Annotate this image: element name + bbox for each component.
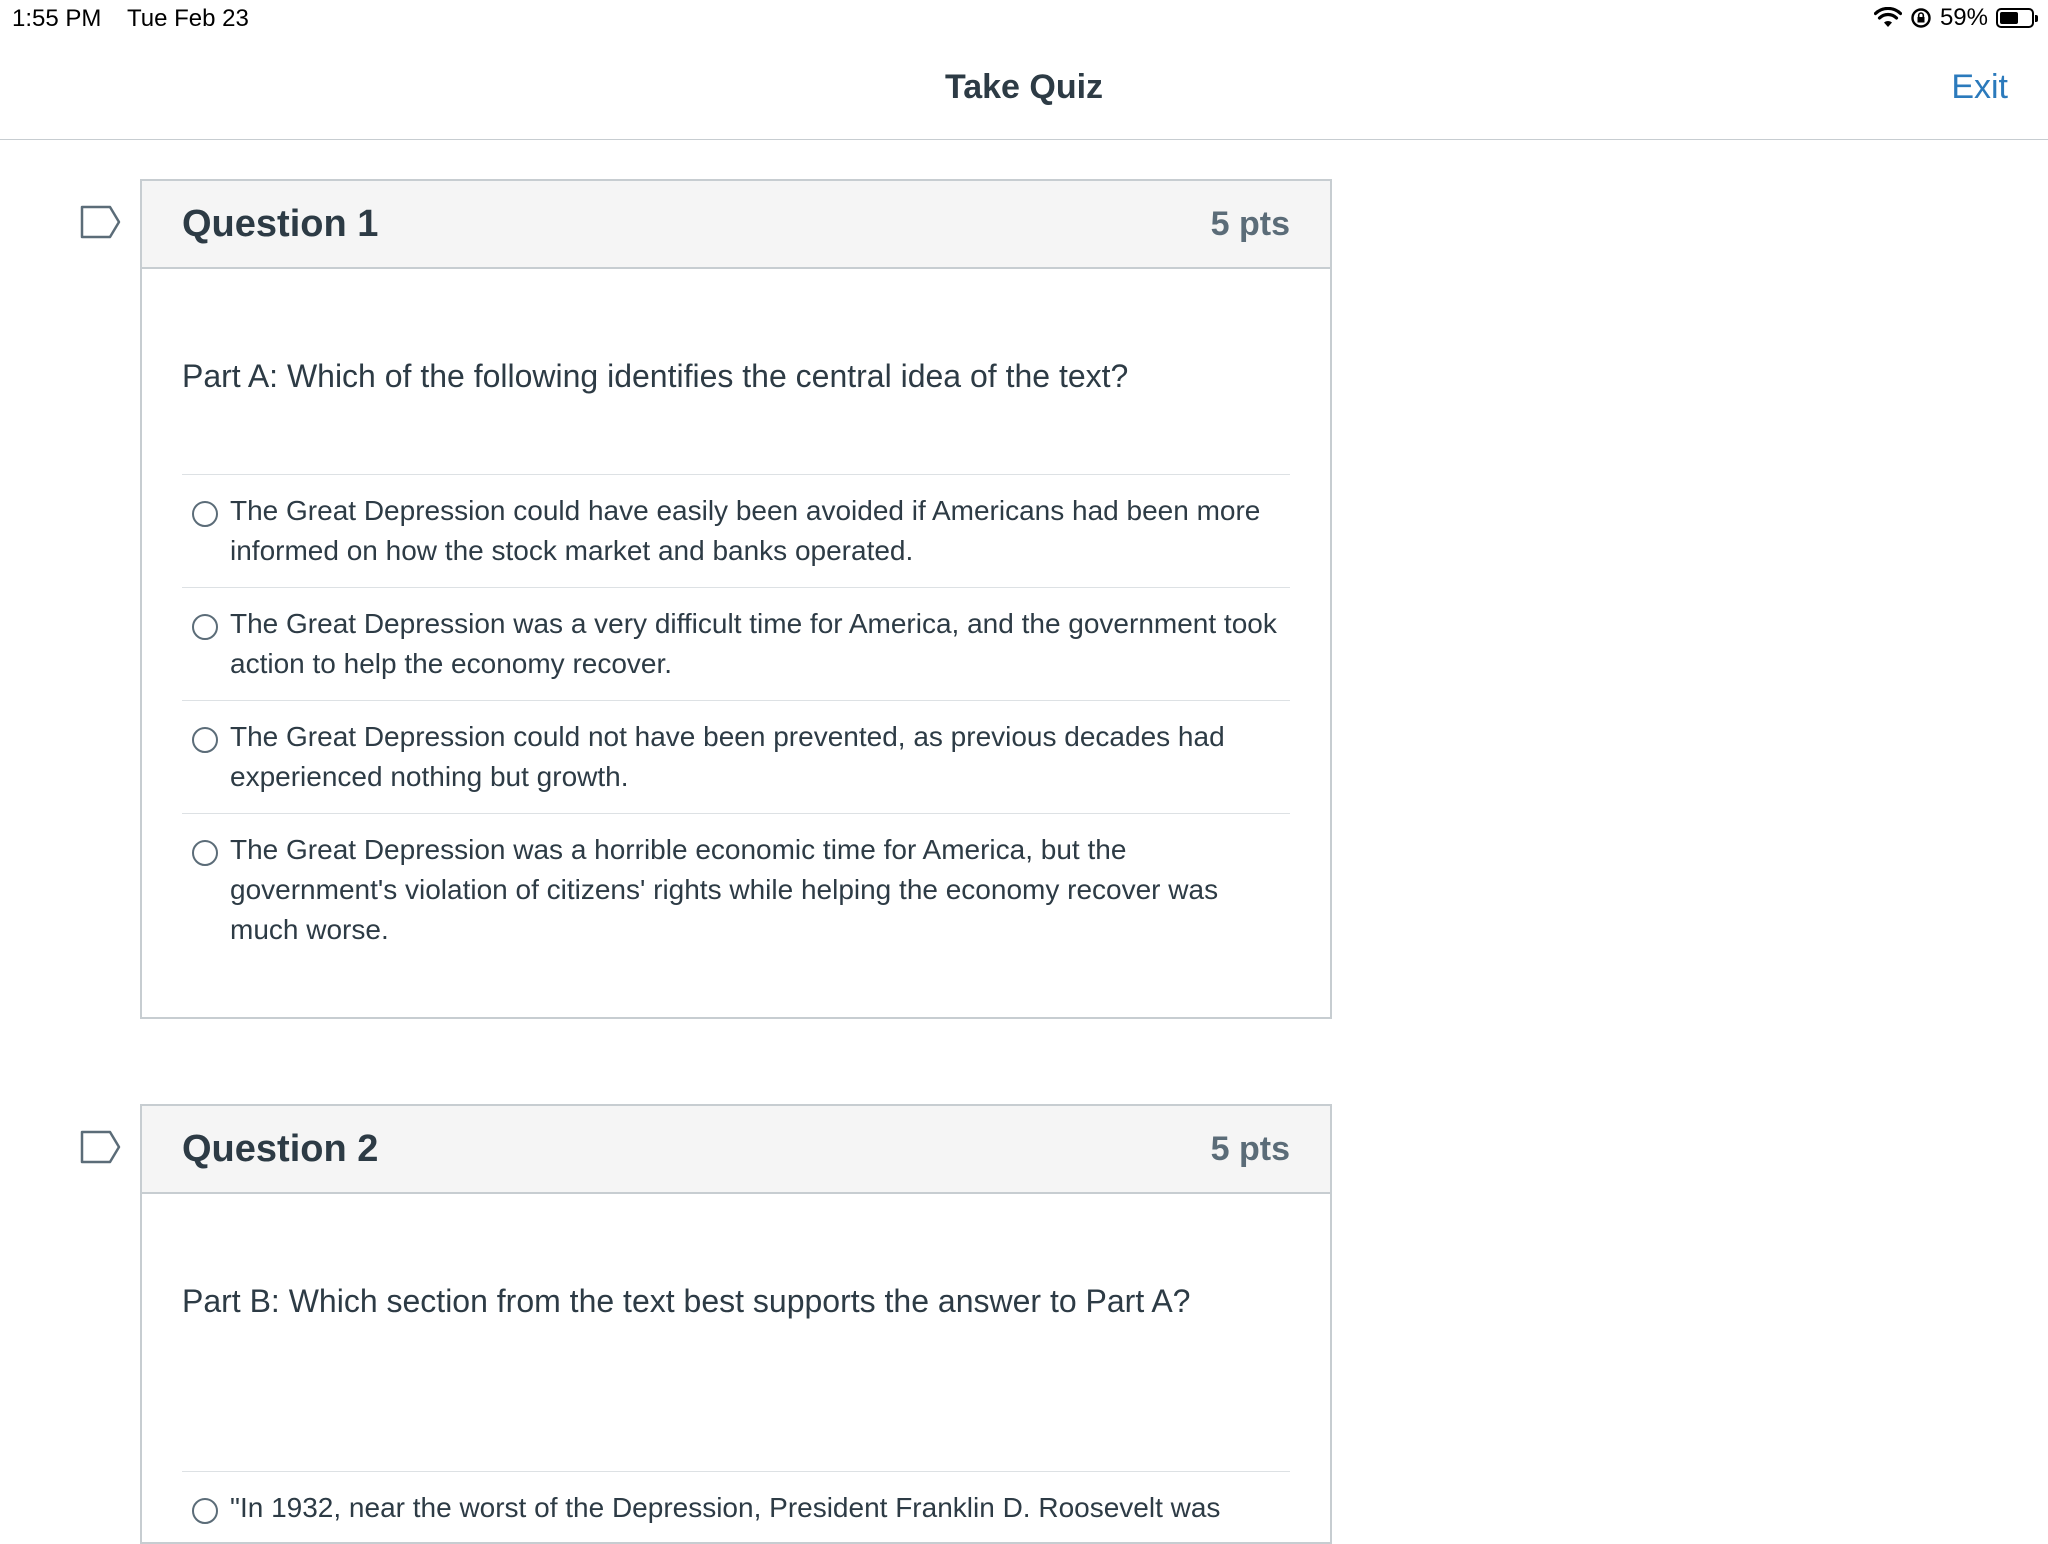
status-bar: [0, 0, 2048, 40]
lock-rotation-icon: [1910, 7, 1932, 29]
battery-tip: [2035, 15, 2038, 22]
wifi-icon: [1874, 7, 1902, 29]
question-header: [142, 181, 1330, 269]
nav-bar: [0, 40, 2048, 140]
exit-button[interactable]: Exit: [1951, 68, 2008, 106]
radio-button[interactable]: [192, 501, 218, 527]
question-2: [140, 1104, 1332, 1544]
question-text: Part A: Which of the following identifies the central idea of the text?: [182, 358, 1129, 394]
radio-button[interactable]: [192, 727, 218, 753]
answer-text: The Great Depression was a horrible economic time for America, but the government's violation of citizens' rights while helping the economy recover was much worse.: [230, 834, 1219, 945]
question-points: 5 pts: [1210, 1130, 1290, 1168]
answer-list: [182, 474, 1290, 966]
question-1: [140, 179, 1332, 1019]
answer-text: "In 1932, near the worst of the Depression, President Franklin D. Roosevelt was: [230, 1492, 1221, 1523]
answer-list: [182, 1471, 1290, 1544]
radio-button[interactable]: [192, 840, 218, 866]
flag-question-1-icon[interactable]: [80, 205, 122, 239]
radio-button[interactable]: [192, 614, 218, 640]
battery-percent: 59%: [1939, 4, 1988, 31]
question-text: Part B: Which section from the text best supports the answer to Part A?: [182, 1283, 1191, 1319]
answer-option[interactable]: [182, 474, 1290, 587]
answer-option[interactable]: [182, 587, 1290, 700]
status-date: Tue Feb 23: [127, 5, 249, 32]
answer-text: The Great Depression was a very difficult time for America, and the government took action to help the economy recover.: [230, 608, 1277, 679]
question-title: Question 2: [182, 1128, 379, 1170]
battery-fill: [2000, 12, 2018, 24]
answer-option[interactable]: [182, 1471, 1290, 1544]
flag-question-2-icon[interactable]: [80, 1130, 122, 1164]
answer-text: The Great Depression could have easily been avoided if Americans had been more informed on how the stock market and banks operated.: [230, 495, 1261, 566]
status-time: 1:55 PM: [12, 5, 102, 32]
radio-button[interactable]: [192, 1498, 218, 1524]
question-title: Question 1: [182, 203, 379, 245]
page-title: Take Quiz: [944, 68, 1104, 106]
answer-text: The Great Depression could not have been prevented, as previous decades had experienced nothing but growth.: [230, 721, 1225, 792]
battery-icon: [1996, 8, 2034, 28]
answer-option[interactable]: [182, 700, 1290, 813]
question-points: 5 pts: [1210, 205, 1290, 243]
question-header: [142, 1106, 1330, 1194]
answer-option[interactable]: [182, 813, 1290, 966]
status-indicators: [1874, 4, 2034, 32]
